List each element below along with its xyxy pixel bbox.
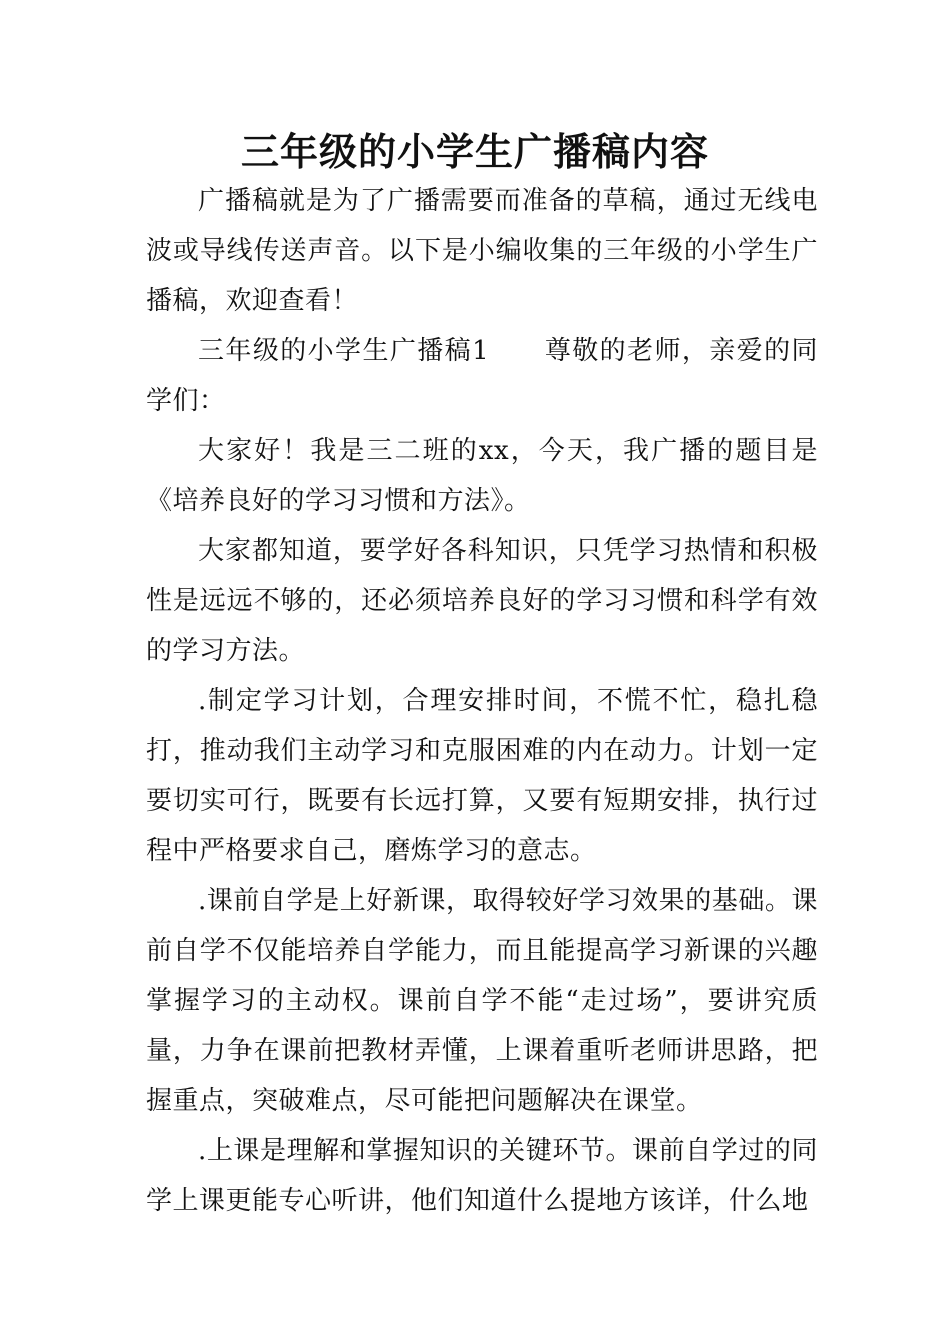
paragraph-intro: 广播稿就是为了广播需要而准备的草稿，通过无线电波或导线传送声音。以下是小编收集的三年级的小学生广播稿，欢迎查看！ bbox=[146, 186, 818, 316]
paragraph-preview: .课前自学是上好新课，取得较好学习效果的基础。课前自学不仅能培养自学能力，而且能提高学习新课的兴趣掌握学习的主动权。课前自学不能“走过场”，要讲究质量，力争在课前把教材弄懂，上课着重听老师讲思路，把握重点，突破难点，尽可能把问题解决在课堂。 bbox=[146, 886, 818, 1116]
paragraph-in-class: .上课是理解和掌握知识的关键环节。课前自学过的同学上课更能专心听讲，他们知道什么提地方该详，什么地 bbox=[146, 1136, 818, 1216]
document-title: 三年级的小学生广播稿内容 bbox=[240, 129, 709, 174]
document-body bbox=[146, 176, 818, 1226]
paragraph-hello: 大家好！我是三二班的xx，今天，我广播的题目是《培养良好的学习习惯和方法》。 bbox=[146, 436, 818, 516]
paragraph-heading-greeting: 三年级的小学生广播稿1 尊敬的老师，亲爱的同学们： bbox=[146, 336, 818, 416]
paragraph-everyone-knows: 大家都知道，要学好各科知识，只凭学习热情和积极性是远远不够的，还必须培养良好的学习习惯和科学有效的学习方法。 bbox=[146, 536, 818, 666]
paragraph-study-plan: .制定学习计划，合理安排时间，不慌不忙，稳扎稳打，推动我们主动学习和克服困难的内在动力。计划一定要切实可行，既要有长远打算，又要有短期安排，执行过程中严格要求自己，磨炼学习的意志。 bbox=[146, 686, 818, 866]
